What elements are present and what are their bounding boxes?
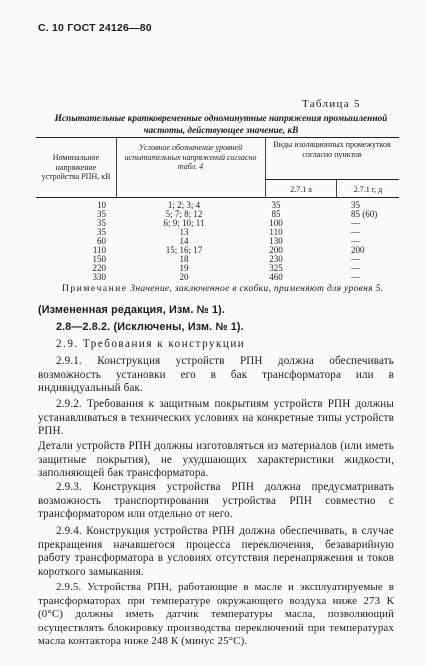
- table-cell: 18: [179, 253, 189, 264]
- table-cell: —: [351, 235, 360, 246]
- table-cell: 14: [179, 235, 189, 246]
- table-cell: —: [351, 253, 360, 264]
- subheader-2-7-1-g-d: 2.7.1 г, д: [353, 185, 383, 194]
- table-cell: 60: [97, 235, 106, 246]
- table-cell: 220: [92, 262, 106, 273]
- table-cell: 35: [97, 208, 106, 219]
- para-2-9-1: 2.9.1. Конструкция устройств РПН должна обеспечивать возможность установки его в бак трансформатора или в индивидуальный бак.: [38, 355, 394, 395]
- table-cell: 15; 16; 17: [165, 244, 203, 255]
- table-title-line2: частоты, действующее значение, кВ: [143, 126, 299, 136]
- voltage-table: [36, 137, 399, 282]
- column-level-designation: [139, 201, 229, 282]
- col-header-insulation-gaps: Виды изоляционных промежутков согласно пунктов: [273, 140, 391, 159]
- subheader-2-7-1-a: 2.7.1 а: [290, 185, 312, 194]
- table-title: [46, 113, 396, 137]
- table-cell: 85 (60): [351, 208, 378, 219]
- table-cell: 10: [97, 200, 106, 210]
- table-cell: 5; 7; 8; 12: [165, 208, 203, 219]
- column-gap-2-7-1-a: [256, 201, 296, 282]
- column-nominal-voltage: [36, 201, 106, 282]
- table-cell: 330: [92, 271, 106, 282]
- para-2-9-2: 2.9.2. Требования к защитным покрытиям устройств РПН должны устанавливаться в технических условиях на конкретные типы устройств РПН.: [38, 398, 394, 438]
- excluded-sections: 2.8—2.8.2. (Исключены, Изм. № 1).: [56, 321, 244, 333]
- table-cell: —: [351, 217, 360, 228]
- table-cell: 200: [269, 244, 283, 255]
- table-vrule-3: [336, 179, 337, 197]
- table-cell: —: [351, 226, 360, 237]
- table-cell: 6; 9; 10; 11: [163, 217, 205, 228]
- page-header: С. 10 ГОСТ 24126—80: [38, 22, 152, 34]
- column-gap-2-7-1-g-d: [351, 201, 396, 282]
- table-vrule-1: [116, 137, 117, 197]
- table-cell: 20: [179, 271, 189, 282]
- table-cell: 150: [92, 253, 106, 264]
- table-cell: —: [351, 271, 360, 282]
- table-note: [62, 283, 383, 294]
- table-cell: 100: [269, 217, 283, 228]
- table-top-rule: [36, 137, 399, 138]
- table-subheader-rule: [266, 179, 399, 180]
- table-cell: 35: [97, 217, 106, 228]
- table-cell: 110: [269, 226, 283, 237]
- para-2-9-4: 2.9.4. Конструкция устройства РПН должна обеспечивать, в случае прекращения начавшегося процесса переключения, безаварийную работу трансформатора в условиях отсутствия перенапряжения и токов короткого замыкания.: [38, 525, 394, 578]
- table-cell: 325: [269, 262, 283, 273]
- table-cell: 13: [179, 226, 189, 237]
- table-cell: 35: [97, 226, 106, 237]
- table-cell: —: [351, 262, 360, 273]
- table-cell: 19: [179, 262, 189, 273]
- table-title-line1: Испытательные кратковременные одноминутные напряжения промышленной: [54, 114, 388, 124]
- table-cell: 35: [351, 200, 360, 210]
- table-cell: 130: [269, 235, 283, 246]
- table-cell: 110: [92, 244, 106, 255]
- table-cell: 200: [351, 244, 365, 255]
- col-header-nominal-voltage: Номинальное напряжение устройства РПН, кВ: [41, 153, 111, 181]
- note-text: Значение, заключенное в скобки, применяют для уровня 5.: [130, 283, 384, 294]
- table-vrule-2: [265, 137, 266, 197]
- para-2-9-3: 2.9.3. Конструкция устройства РПН должна предусматривать возможность транспортирования устройства РПН совместно с трансформатором или отдельно от него.: [38, 481, 394, 521]
- table-header-rule: [36, 197, 399, 198]
- table-cell: 35: [271, 200, 281, 210]
- table-cell: 230: [269, 253, 283, 264]
- para-2-9-2-materials: Детали устройств РПН должны изготовляться из материалов (или иметь защитные покрытия), не ухудшающих характеристики жидкости, заполняющей бак трансформатора.: [38, 440, 394, 480]
- col-header-level-designation: Условное обозначение уровней испытательных напряжений согласно табл. 4: [124, 143, 257, 171]
- table-label: Таблица 5: [302, 98, 361, 110]
- note-label: Примечание: [62, 283, 128, 294]
- table-cell: 85: [271, 208, 281, 219]
- table-cell: 460: [269, 271, 283, 282]
- section-title-construction: 2.9. Требования к конструкции: [56, 338, 246, 350]
- amendment-note: (Измененная редакция, Изм. № 1).: [38, 304, 226, 316]
- para-2-9-5: 2.9.5. Устройства РПН, работающие в масле и эксплуатируемые в трансформаторах при температуре окружающего воздуха ниже 273 К (0°С) должны иметь датчик температуры масла, позволяющий осуществлять блокировку производства переключений при температурах масла контактора ниже 248 К (минус 25°С).: [38, 581, 394, 648]
- table-cell: 1; 2; 3; 4: [167, 200, 201, 210]
